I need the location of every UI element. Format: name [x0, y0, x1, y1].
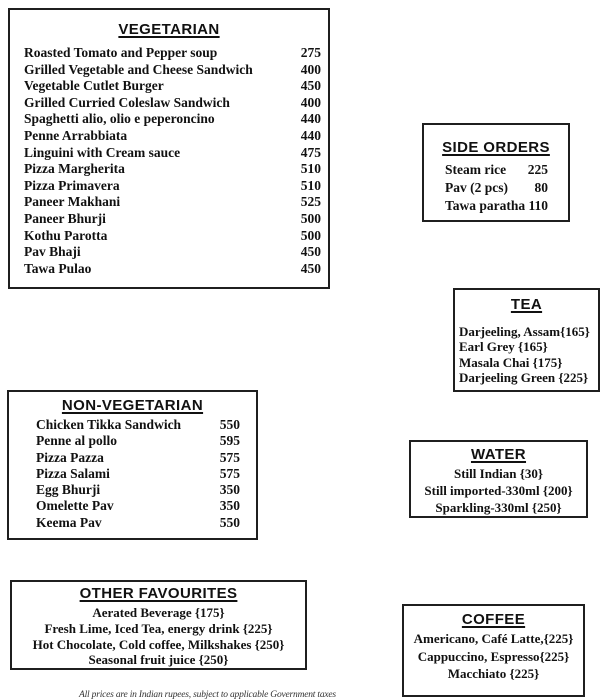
menu-item-row: [36, 498, 240, 514]
footer-price-note: All prices are in Indian rupees, subject to applicable Government taxes: [79, 690, 336, 700]
menu-item-line: Seasonal fruit juice {250}: [88, 652, 229, 668]
menu-item-row: [445, 179, 548, 197]
menu-item-row: [24, 128, 321, 145]
menu-item-price: 225: [527, 162, 548, 177]
menu-item-row: [24, 228, 321, 245]
vegetarian-items: [10, 45, 328, 277]
menu-item-name: Pizza Margherita: [24, 161, 125, 177]
menu-item-name: Tawa paratha: [445, 198, 526, 213]
section-title-vegetarian: VEGETARIAN: [118, 21, 220, 38]
non-vegetarian-items: [9, 417, 256, 531]
menu-item-row: [36, 515, 240, 531]
menu-item-line: Sparkling-330ml {250}: [435, 500, 562, 515]
menu-item-row: [24, 78, 321, 95]
menu-item-price: 575: [219, 449, 240, 465]
menu-item-price: 110: [528, 198, 548, 213]
menu-item-name: Egg Bhurji: [36, 482, 101, 498]
menu-item-line: Still imported-330ml {200}: [424, 483, 573, 498]
menu-item-name: Pav (2 pcs): [445, 180, 508, 195]
menu-item-name: Pizza Primavera: [24, 177, 120, 193]
section-title-water: WATER: [470, 446, 527, 463]
menu-item-name: Paneer Bhurji: [24, 210, 106, 226]
section-other-favourites: [10, 580, 307, 670]
menu-item-line: Earl Grey {165}: [459, 339, 548, 355]
menu-item-line: Fresh Lime, Iced Tea, energy drink {225}: [44, 620, 273, 636]
menu-item-line: Still Indian {30}: [453, 466, 543, 481]
menu-item-price: 475: [300, 144, 321, 160]
menu-item-name: Paneer Makhani: [24, 194, 121, 210]
menu-item-row: [24, 95, 321, 112]
other-favourites-items: [12, 605, 305, 668]
menu-item-row: [24, 45, 321, 62]
menu-item-name: Grilled Curried Coleslaw Sandwich: [24, 94, 230, 110]
menu-item-price: 510: [300, 177, 321, 193]
menu-item-name: Pav Bhaji: [24, 244, 81, 260]
menu-item-row: [24, 178, 321, 195]
menu-item-price: 350: [219, 482, 240, 498]
menu-item-row: [36, 417, 240, 433]
menu-item-name: Linguini with Cream sauce: [24, 144, 181, 160]
section-title-non-vegetarian: NON-VEGETARIAN: [61, 397, 204, 414]
menu-item-price: 400: [300, 61, 321, 77]
menu-item-row: [24, 145, 321, 162]
menu-item-price: 575: [219, 465, 240, 481]
menu-item-price: 275: [300, 45, 321, 60]
menu-item-name: Omelette Pav: [36, 498, 114, 514]
menu-item-name: Chicken Tikka Sandwich: [36, 417, 182, 432]
menu-item-name: Grilled Vegetable and Cheese Sandwich: [24, 61, 253, 77]
menu-item-price: 440: [300, 111, 321, 127]
section-non-vegetarian: [7, 390, 258, 540]
menu-item-name: Keema Pav: [36, 514, 102, 530]
menu-item-line: Aerated Beverage {175}: [92, 605, 225, 620]
menu-item-name: Pizza Pazza: [36, 449, 104, 465]
section-title-tea: TEA: [510, 296, 543, 313]
menu-item-name: Roasted Tomato and Pepper soup: [24, 45, 218, 60]
water-items: [411, 465, 586, 516]
section-title-coffee: COFFEE: [461, 611, 526, 628]
menu-item-name: Tawa Pulao: [24, 260, 92, 276]
menu-item-line: Cappuccino, Espresso{225}: [417, 648, 570, 664]
menu-item-row: [24, 62, 321, 79]
menu-item-price: 550: [219, 514, 240, 530]
menu-item-line: Masala Chai {175}: [459, 354, 563, 370]
menu-item-row: [36, 433, 240, 449]
menu-item-row: [445, 161, 548, 179]
menu-item-row: [36, 450, 240, 466]
menu-item-price: 400: [300, 94, 321, 110]
menu-item-name: Spaghetti alio, olio e peperoncino: [24, 111, 215, 127]
section-tea: [453, 288, 600, 392]
menu-item-price: 525: [300, 194, 321, 210]
side-orders-items: [424, 161, 568, 215]
menu-item-row: [24, 211, 321, 228]
menu-item-line: Americano, Café Latte,{225}: [413, 631, 574, 646]
menu-item-name: Penne al pollo: [36, 433, 118, 449]
menu-item-row: [24, 261, 321, 278]
menu-item-price: 450: [300, 260, 321, 276]
section-title-other-favourites: OTHER FAVOURITES: [79, 585, 238, 602]
menu-item-price: 500: [300, 210, 321, 226]
menu-item-name: Steam rice: [445, 162, 507, 177]
menu-item-price: 450: [300, 244, 321, 260]
menu-item-price: 595: [219, 433, 240, 449]
menu-item-price: 350: [219, 498, 240, 514]
menu-item-name: Pizza Salami: [36, 465, 110, 481]
menu-item-name: Vegetable Cutlet Burger: [24, 78, 164, 94]
menu-item-row: [445, 197, 548, 215]
menu-item-line: Macchiato {225}: [447, 666, 540, 681]
menu-item-price: 450: [300, 78, 321, 94]
section-title-side-orders: SIDE ORDERS: [442, 139, 550, 156]
menu-item-price: 510: [300, 161, 321, 177]
menu-item-row: [24, 161, 321, 178]
menu-item-price: 500: [300, 227, 321, 243]
section-vegetarian: [8, 8, 330, 289]
section-coffee: [402, 604, 585, 697]
menu-item-line: Darjeeling, Assam{165}: [459, 324, 590, 339]
menu-item-price: 440: [300, 127, 321, 143]
menu-item-line: Darjeeling Green {225}: [459, 369, 589, 385]
menu-item-price: 550: [219, 417, 240, 432]
menu-item-row: [24, 194, 321, 211]
menu-item-line: Hot Chocolate, Cold coffee, Milkshakes {250}: [32, 636, 285, 652]
menu-item-name: Kothu Parotta: [24, 227, 108, 243]
menu-item-row: [36, 466, 240, 482]
menu-item-name: Penne Arrabbiata: [24, 127, 128, 143]
tea-items: [455, 324, 598, 385]
section-side-orders: [422, 123, 570, 222]
menu-item-price: 80: [534, 180, 548, 195]
menu-item-row: [24, 244, 321, 261]
menu-item-row: [36, 482, 240, 498]
coffee-items: [404, 630, 583, 683]
menu-item-row: [24, 111, 321, 128]
section-water: [409, 440, 588, 518]
